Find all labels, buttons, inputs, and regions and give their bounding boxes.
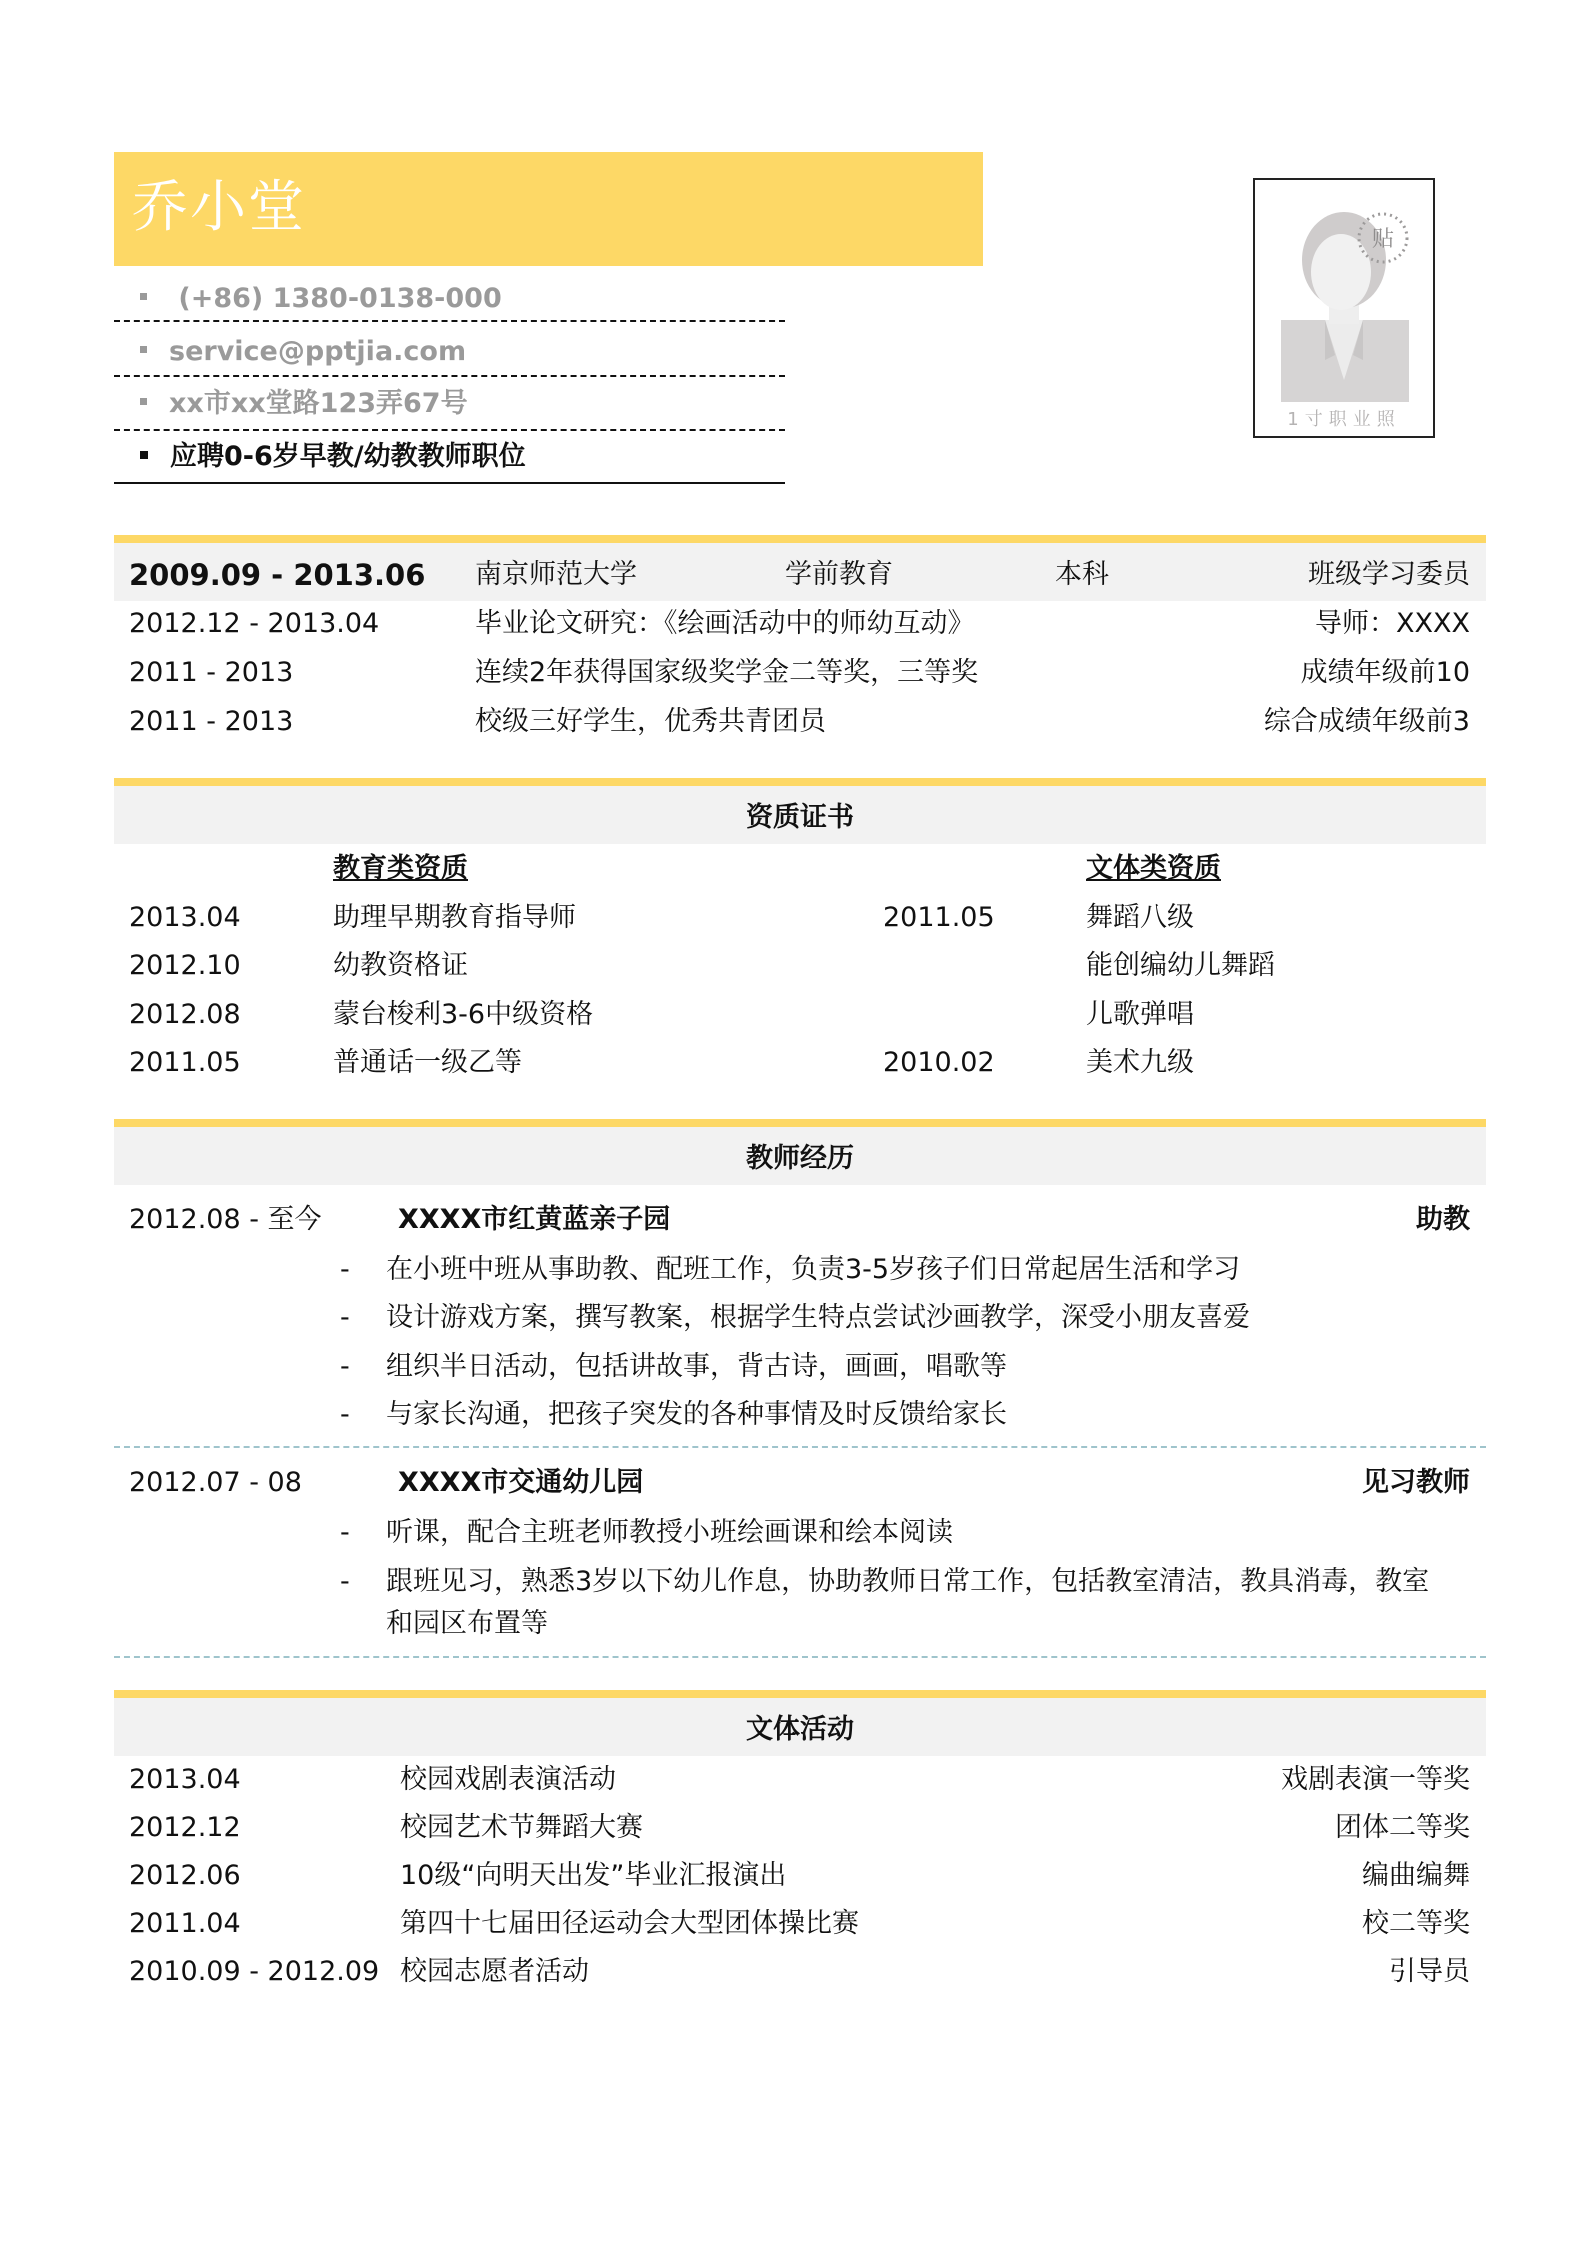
bullet-dash: - (340, 1254, 350, 1285)
edu-row-desc: 毕业论文研究：《绘画活动中的师幼互动》 (475, 608, 975, 639)
bullet-dash: - (340, 1566, 350, 1597)
edu-period: 2009.09 - 2013.06 (129, 558, 426, 592)
job-divider (114, 1446, 1486, 1448)
job-role: 助教 (1416, 1204, 1470, 1235)
divider (114, 429, 785, 431)
activity-name: 校园戏剧表演活动 (400, 1764, 616, 1795)
activities-title: 文体活动 (746, 1714, 854, 1745)
edu-row-desc: 连续2年获得国家级奖学金二等奖，三等奖 (475, 657, 979, 688)
phone-text: (+86) 1380-0138-000 (169, 283, 502, 314)
svg-text:贴: 贴 (1371, 227, 1395, 252)
job-period: 2012.07 - 08 (129, 1467, 302, 1498)
activity-date: 2012.12 (129, 1812, 241, 1843)
divider (114, 320, 785, 322)
job-divider (114, 1656, 1486, 1658)
job-bullet: 听课，配合主班老师教授小班绘画课和绘本阅读 (386, 1517, 953, 1548)
cert-date: 2012.08 (129, 999, 241, 1030)
experience-title: 教师经历 (746, 1143, 854, 1174)
bullet-icon (140, 346, 147, 353)
activity-award: 引导员 (1389, 1956, 1470, 1987)
cert-name: 幼教资格证 (333, 950, 468, 981)
objective-row (140, 440, 526, 474)
section-accent-bar (114, 1119, 1486, 1127)
cert-name: 蒙台梭利3-6中级资格 (333, 999, 594, 1030)
edu-row-note: 成绩年级前10 (1300, 657, 1470, 688)
cert-name: 儿歌弹唱 (1086, 999, 1194, 1030)
section-accent-bar (114, 1690, 1486, 1698)
email-row (140, 335, 466, 369)
bullet-dash: - (340, 1517, 350, 1548)
edu-degree: 本科 (1055, 559, 1109, 590)
activity-date: 2012.06 (129, 1860, 241, 1891)
activity-date: 2010.09 - 2012.09 (129, 1956, 380, 1987)
bullet-dash: - (340, 1302, 350, 1333)
edu-row-note: 综合成绩年级前3 (1263, 706, 1470, 737)
job-role: 见习教师 (1362, 1467, 1470, 1498)
job-bullet: 与家长沟通，把孩子突发的各种事情及时反馈给家长 (386, 1399, 1007, 1430)
divider (114, 375, 785, 377)
job-bullet: 跟班见习，熟悉3岁以下幼儿作息，协助教师日常工作，包括教室清洁，教具消毒，教室 (386, 1566, 1430, 1597)
cert-date: 2012.10 (129, 950, 241, 981)
edu-row-note: 导师：XXXX (1315, 608, 1470, 639)
cert-date: 2011.05 (883, 902, 995, 933)
bullet-icon (140, 293, 147, 300)
activity-name: 校园艺术节舞蹈大赛 (400, 1812, 643, 1843)
phone-row (140, 282, 502, 316)
avatar-icon (1255, 180, 1433, 436)
job-bullet: 组织半日活动，包括讲故事，背古诗，画画，唱歌等 (386, 1351, 1007, 1382)
activity-name: 第四十七届田径运动会大型团体操比赛 (400, 1908, 859, 1939)
activity-award: 编曲编舞 (1362, 1860, 1470, 1891)
divider (114, 482, 785, 484)
cert-name: 能创编幼儿舞蹈 (1086, 950, 1275, 981)
section-accent-bar (114, 535, 1486, 543)
cert-name: 美术九级 (1086, 1047, 1194, 1078)
cert-date: 2013.04 (129, 902, 241, 933)
email-text: service@pptjia.com (169, 336, 467, 367)
svg-text:1寸职业照: 1寸职业照 (1287, 409, 1401, 430)
section-accent-bar (114, 778, 1486, 786)
address-text: xx市xx堂路123弄67号 (169, 388, 468, 419)
job-period: 2012.08 - 至今 (129, 1204, 322, 1235)
activity-award: 校二等奖 (1362, 1908, 1470, 1939)
edu-row-period: 2011 - 2013 (129, 706, 294, 737)
job-org: XXXX市交通幼儿园 (398, 1467, 644, 1498)
bullet-dash: - (340, 1351, 350, 1382)
activity-date: 2011.04 (129, 1908, 241, 1939)
bullet-icon (140, 451, 148, 459)
edu-school: 南京师范大学 (475, 559, 637, 590)
job-bullet: 设计游戏方案，撰写教案，根据学生特点尝试沙画教学，深受小朋友喜爱 (386, 1302, 1250, 1333)
bullet-dash: - (340, 1399, 350, 1430)
job-bullet: 在小班中班从事助教、配班工作，负责3-5岁孩子们日常起居生活和学习 (386, 1254, 1241, 1285)
objective-text: 应聘0-6岁早教/幼教教师职位 (170, 441, 526, 472)
address-row (140, 387, 468, 421)
activity-name: 校园志愿者活动 (400, 1956, 589, 1987)
cert-date: 2011.05 (129, 1047, 241, 1078)
art-cert-heading: 文体类资质 (1086, 853, 1221, 884)
edu-row-period: 2012.12 - 2013.04 (129, 608, 380, 639)
candidate-name: 乔小堂 (132, 175, 306, 240)
job-bullet-continued: 和园区布置等 (386, 1608, 548, 1639)
activity-award: 团体二等奖 (1335, 1812, 1470, 1843)
activity-name: 10级“向明天出发”毕业汇报演出 (400, 1860, 787, 1891)
activity-date: 2013.04 (129, 1764, 241, 1795)
certificates-title: 资质证书 (746, 802, 854, 833)
cert-date: 2010.02 (883, 1047, 995, 1078)
bullet-icon (140, 398, 147, 405)
photo-placeholder (1253, 178, 1435, 438)
edu-role: 班级学习委员 (1308, 559, 1470, 590)
cert-name: 舞蹈八级 (1086, 902, 1194, 933)
cert-name: 助理早期教育指导师 (333, 902, 576, 933)
edu-row-desc: 校级三好学生，优秀共青团员 (475, 706, 826, 737)
job-org: XXXX市红黄蓝亲子园 (398, 1204, 671, 1235)
edu-major: 学前教育 (785, 559, 893, 590)
edu-cert-heading: 教育类资质 (333, 853, 468, 884)
edu-row-period: 2011 - 2013 (129, 657, 294, 688)
cert-name: 普通话一级乙等 (333, 1047, 522, 1078)
activity-award: 戏剧表演一等奖 (1281, 1764, 1470, 1795)
